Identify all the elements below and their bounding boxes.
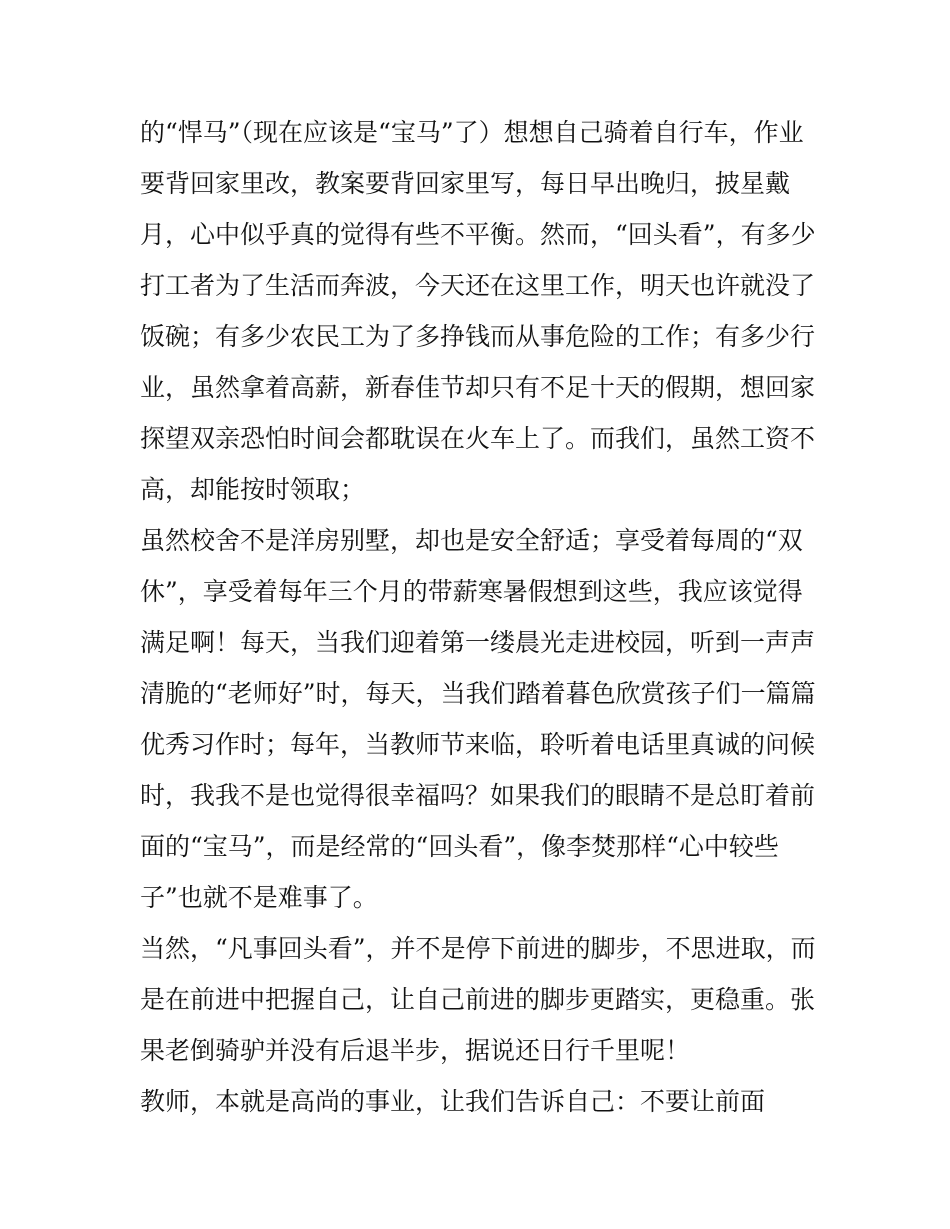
text-line: 当然，“凡事回头看”，并不是停下前进的脚步，不思进取，而 — [140, 934, 816, 963]
text-line: 业，虽然拿着高薪，新春佳节却只有不足十天的假期，想回家 — [140, 373, 816, 402]
text-line: 饭碗；有多少农民工为了多挣钱而从事危险的工作；有多少行 — [140, 322, 816, 351]
text-line: 时，我我不是也觉得很幸福吗？如果我们的眼睛不是总盯着前 — [140, 781, 816, 810]
text-line: 果老倒骑驴并没有后退半步，据说还日行千里呢！ — [140, 1036, 691, 1065]
text-line: 子”也就不是难事了。 — [140, 883, 378, 912]
text-line: 高，却能按时领取； — [140, 475, 366, 504]
text-line: 面的“宝马”，而是经常的“回头看”，像李焚那样“心中较些 — [140, 832, 779, 861]
text-line: 虽然校舍不是洋房别墅，却也是安全舒适；享受着每周的“双 — [140, 526, 803, 555]
text-line: 探望双亲恐怕时间会都耽误在火车上了。而我们，虽然工资不 — [140, 424, 816, 453]
text-line: 教师，本就是高尚的事业，让我们告诉自己：不要让前面 — [140, 1087, 766, 1116]
text-line: 是在前进中把握自己，让自己前进的脚步更踏实，更稳重。张 — [140, 985, 816, 1014]
text-line: 满足啊！每天，当我们迎着第一缕晨光走进校园，听到一声声 — [140, 628, 816, 657]
text-line: 打工者为了生活而奔波，今天还在这里工作，明天也许就没了 — [140, 271, 816, 300]
text-line: 休”，享受着每年三个月的带薪寒暑假想到这些，我应该觉得 — [140, 577, 803, 606]
text-line: 优秀习作时；每年，当教师节来临，聆听着电话里真诚的问候 — [140, 730, 816, 759]
text-line: 要背回家里改，教案要背回家里写，每日早出晚归，披星戴 — [140, 169, 791, 198]
document-body — [140, 107, 820, 1127]
text-line: 的“悍马”（现在应该是“宝马”了）想想自己骑着自行车，作业 — [140, 118, 804, 147]
text-line: 清脆的“老师好”时，每天，当我们踏着暮色欣赏孩子们一篇篇 — [140, 679, 816, 708]
text-line: 月，心中似乎真的觉得有些不平衡。然而，“回头看”，有多少 — [140, 220, 816, 249]
